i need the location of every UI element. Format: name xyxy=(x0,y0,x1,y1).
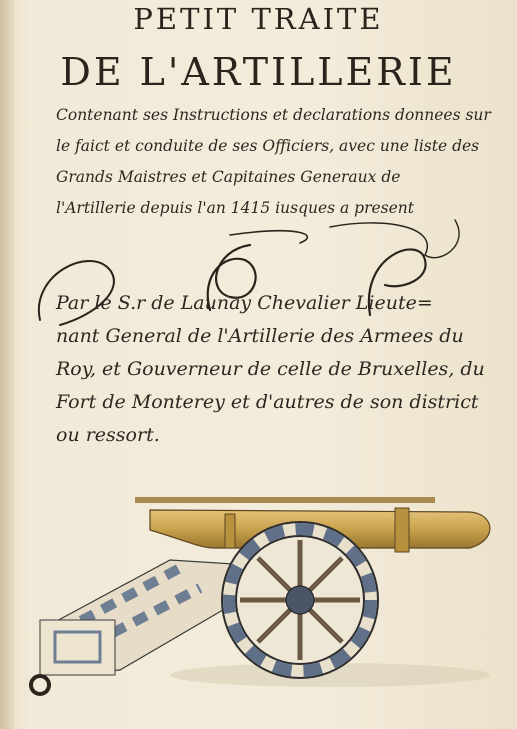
cannon-illustration-icon xyxy=(0,470,517,729)
author-line-5: ou ressort. xyxy=(56,424,160,446)
author-line-1: Par le S.r de Launay Chevalier Lieute= xyxy=(56,292,433,314)
title-line-2: DE L'ARTILLERIE xyxy=(60,50,457,94)
author-line-2: nant General de l'Artillerie des Armees du xyxy=(56,325,464,347)
subtitle-line-3: Grands Maistres et Capitaines Generaux de xyxy=(56,168,401,186)
author-line-3: Roy, et Gouverneur de celle de Bruxelles, du xyxy=(56,358,485,380)
subtitle-line-2: le faict et conduite de ses Officiers, avec une liste des xyxy=(56,137,480,155)
author-line-4: Fort de Monterey et d'autres de son district xyxy=(56,391,479,413)
title-line-1: PETIT TRAITE xyxy=(133,2,384,36)
subtitle-line-1: Contenant ses Instructions et declarations donnees sur xyxy=(56,106,491,124)
subtitle-line-4: l'Artillerie depuis l'an 1415 iusques a present xyxy=(56,199,415,217)
